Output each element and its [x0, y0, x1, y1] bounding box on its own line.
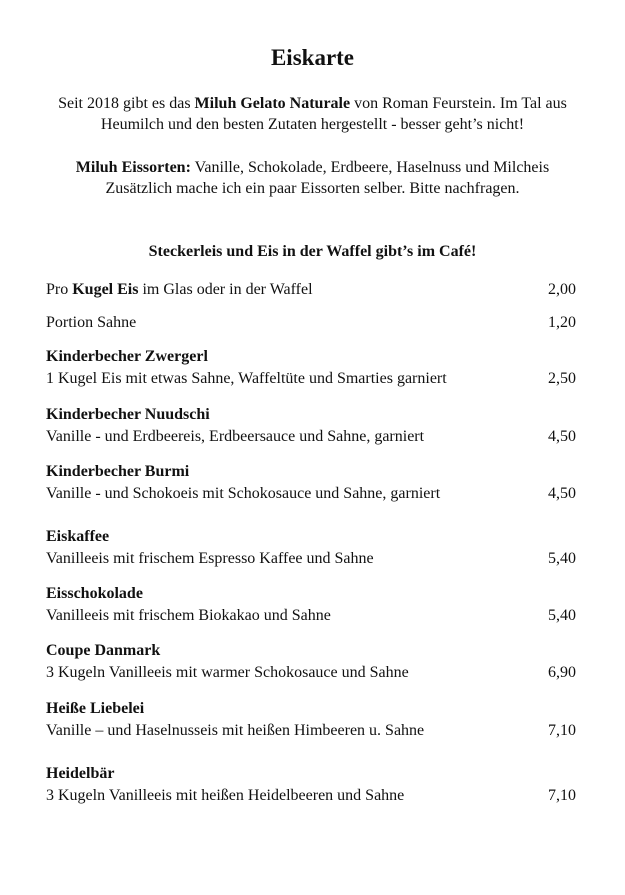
menu-item-desc: Portion Sahne [46, 314, 137, 331]
menu-item [46, 698, 576, 742]
flavors-text [60, 157, 565, 199]
flavors-list: Vanille, Schokolade, Erdbeere, Haselnuss und Milcheis [190, 159, 550, 176]
intro-brand: Miluh Gelato Naturale [194, 95, 351, 112]
menu-item-price: 5,40 [548, 607, 576, 624]
menu-item-desc: Vanille - und Schokoeis mit Schokosauce und Sahne, garniert [46, 485, 441, 502]
menu-item-desc: Vanilleeis mit frischem Biokakao und Sahne [46, 607, 331, 624]
menu-item-desc: Pro Kugel Eis im Glas oder in der Waffel [46, 281, 313, 298]
menu-item-name: Coupe Danmark [46, 642, 161, 659]
menu-item-name: Kinderbecher Zwergerl [46, 348, 208, 365]
intro-before: Seit 2018 gibt es das [58, 95, 195, 112]
menu-item [46, 312, 576, 334]
menu-item [46, 279, 576, 301]
menu-item-price: 4,50 [548, 428, 576, 445]
menu-item-price: 2,00 [548, 281, 576, 298]
intro-text [30, 93, 595, 135]
menu-item-desc: 1 Kugel Eis mit etwas Sahne, Waffeltüte und Smarties garniert [46, 370, 447, 387]
cafe-note: Steckerleis und Eis in der Waffel gibt’s im Café! [148, 243, 477, 260]
menu-item [46, 346, 576, 390]
flavors-extra: Zusätzlich mache ich ein paar Eissorten selber. Bitte nachfragen. [105, 180, 520, 197]
menu-item-price: 7,10 [548, 787, 576, 804]
menu-item-name: Eiskaffee [46, 528, 110, 545]
menu-item-name: Heidelbär [46, 765, 115, 782]
menu-item-name: Kinderbecher Burmi [46, 463, 190, 480]
menu-item-price: 6,90 [548, 664, 576, 681]
menu-item-price: 4,50 [548, 485, 576, 502]
menu-item-price: 7,10 [548, 722, 576, 739]
menu-item-price: 2,50 [548, 370, 576, 387]
menu-item-desc: Vanille – und Haselnusseis mit heißen Himbeeren u. Sahne [46, 722, 425, 739]
menu-item-desc: 3 Kugeln Vanilleeis mit warmer Schokosauce und Sahne [46, 664, 409, 681]
menu-item-price: 1,20 [548, 314, 576, 331]
page-title: Eiskarte [270, 45, 355, 70]
intro-after: von Roman Feurstein. Im Tal aus Heumilch und den besten Zutaten hergestellt - besser geht’s nicht! [100, 95, 567, 133]
menu-item-desc: Vanilleeis mit frischem Espresso Kaffee und Sahne [46, 550, 374, 567]
menu-item [46, 583, 576, 627]
menu-item-name: Eisschokolade [46, 585, 143, 602]
menu-item-desc: 3 Kugeln Vanilleeis mit heißen Heidelbeeren und Sahne [46, 787, 405, 804]
menu-item-desc: Vanille - und Erdbeereis, Erdbeersauce und Sahne, garniert [46, 428, 425, 445]
flavors-label: Miluh Eissorten: [75, 159, 191, 176]
menu-item [46, 763, 576, 807]
menu-item [46, 404, 576, 448]
menu-item [46, 640, 576, 684]
menu-item-name: Heiße Liebelei [46, 700, 145, 717]
menu-item-price: 5,40 [548, 550, 576, 567]
menu-item-name: Kinderbecher Nuudschi [46, 406, 210, 423]
menu-item [46, 461, 576, 505]
menu-item [46, 526, 576, 570]
